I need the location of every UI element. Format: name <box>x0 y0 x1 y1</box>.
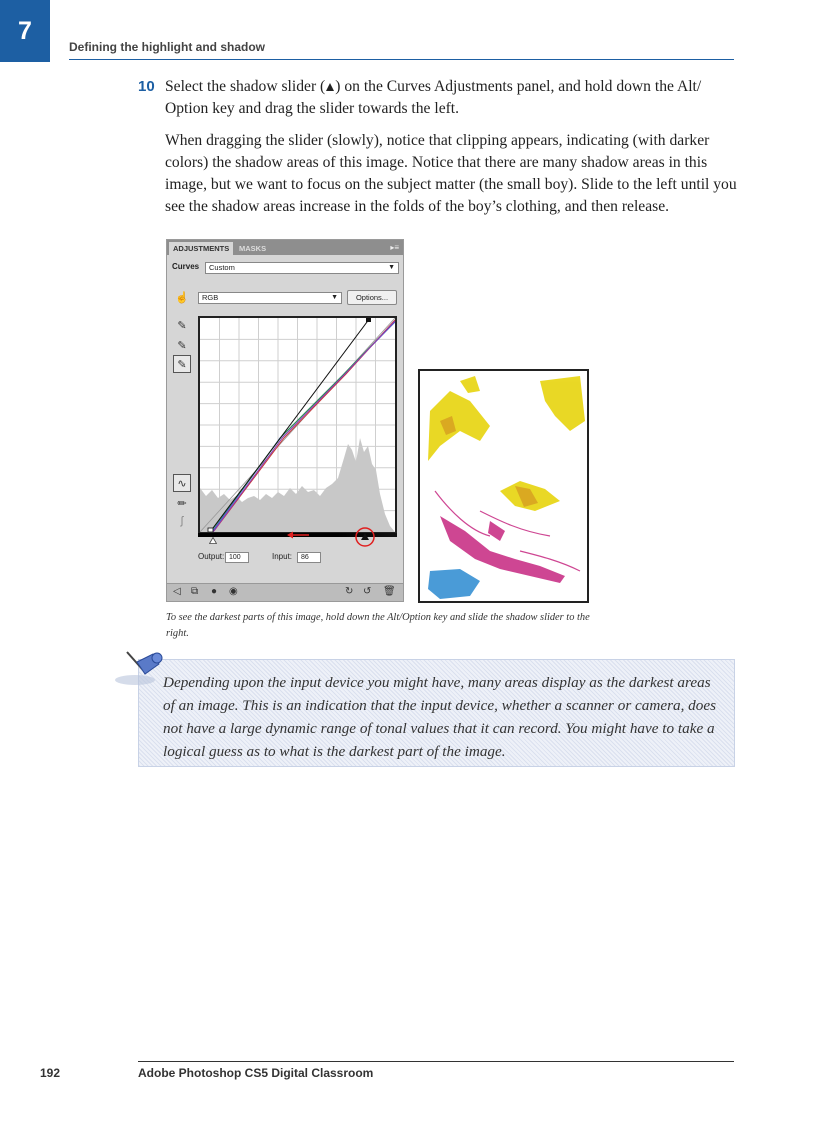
highlight-slider-icon[interactable] <box>209 537 217 544</box>
chevron-down-icon: ▼ <box>331 294 338 301</box>
trash-icon[interactable]: 🗑 <box>383 586 396 597</box>
chevron-down-icon: ▼ <box>388 264 395 271</box>
shadow-slider-icon <box>325 82 335 92</box>
note-box <box>138 659 735 767</box>
panel-menu-icon[interactable]: ▸≡ <box>390 243 399 252</box>
curves-adjustments-panel <box>166 239 404 602</box>
view-previous-icon[interactable]: ↻ <box>345 586 354 597</box>
panel-tab-bar <box>167 240 403 255</box>
curves-plot <box>200 318 395 532</box>
drag-arrow-icon <box>287 531 309 539</box>
channel-value: RGB <box>202 293 219 302</box>
step-number: 10 <box>138 78 155 95</box>
book-title: Adobe Photoshop CS5 Digital Classroom <box>138 1066 374 1080</box>
curves-graph[interactable] <box>198 316 397 534</box>
footer-rule <box>138 1061 734 1062</box>
white-eyedropper-icon[interactable]: ✎ <box>173 355 191 373</box>
visibility-icon[interactable]: ● <box>211 586 218 597</box>
page-number: 192 <box>40 1066 61 1080</box>
chapter-number-tab: 7 <box>0 0 50 62</box>
curves-label: Curves <box>172 262 200 271</box>
curve-startpoint <box>208 528 213 532</box>
section-title: Defining the highlight and shadow <box>69 40 265 54</box>
preset-value: Custom <box>209 263 235 272</box>
step-instruction <box>165 76 738 120</box>
tab-adjustments[interactable]: ADJUSTMENTS <box>169 242 233 255</box>
smooth-curve-icon[interactable]: ʃ <box>180 515 184 527</box>
shadow-clipping-illustration <box>420 371 587 601</box>
header-rule <box>69 59 734 60</box>
back-arrow-icon[interactable]: ◁ <box>173 586 181 597</box>
step-text-before-icon: Select the shadow slider ( <box>165 78 326 95</box>
clip-to-layer-icon[interactable]: ⧉ <box>191 586 199 597</box>
hand-adjust-icon[interactable]: ☝ <box>175 291 189 304</box>
highlight-circle-icon <box>355 527 375 547</box>
figure-caption: To see the darkest parts of this image, hold down the Alt/Option key and slide the shadow slider to the right. <box>166 612 590 639</box>
step-text-after-icon: ) on the Curves Adjustments panel, and hold down the Alt/ Option key and drag the slider towards the left. <box>165 78 702 117</box>
pencil-tool-icon[interactable]: ✏ <box>177 497 187 510</box>
black-eyedropper-icon[interactable]: ✎ <box>177 319 187 332</box>
channel-dropdown[interactable] <box>198 292 342 304</box>
input-field[interactable]: 86 <box>297 552 321 563</box>
step-10 <box>138 76 738 228</box>
output-label: Output: <box>198 552 225 561</box>
panel-bottom-bar <box>167 583 403 601</box>
options-button[interactable]: Options... <box>347 290 397 305</box>
curve-endpoint <box>366 318 371 322</box>
curve-point-tool-icon[interactable]: ∿ <box>173 474 191 492</box>
clipping-preview-image <box>418 369 589 603</box>
output-field[interactable]: 100 <box>225 552 249 563</box>
step-paragraph: When dragging the slider (slowly), notice that clipping appears, indicating (with darker colors) the shadow areas of this image. Notice that there are many shadow areas in this image, but we want to focus on the subject matter (the small boy). Slide to the left until you see the shadow areas increase in the folds of the boy’s clothing, and then release. <box>165 132 737 215</box>
input-label: Input: <box>272 552 293 561</box>
eye-icon[interactable]: ◉ <box>229 586 238 597</box>
pushpin-icon <box>113 644 169 692</box>
note-text: Depending upon the input device you might have, many areas display as the darkest areas of an image. This is an indication that the input device, whether a scanner or camera, does not have a large dynamic range of tonal values that it can record. You might have to take a logical guess as to what is the darkest part of the image. <box>163 674 717 760</box>
reset-icon[interactable]: ↺ <box>363 586 372 597</box>
tab-masks[interactable]: MASKS <box>239 244 267 253</box>
gray-eyedropper-icon[interactable]: ✎ <box>177 339 187 352</box>
preset-dropdown[interactable] <box>205 262 399 274</box>
